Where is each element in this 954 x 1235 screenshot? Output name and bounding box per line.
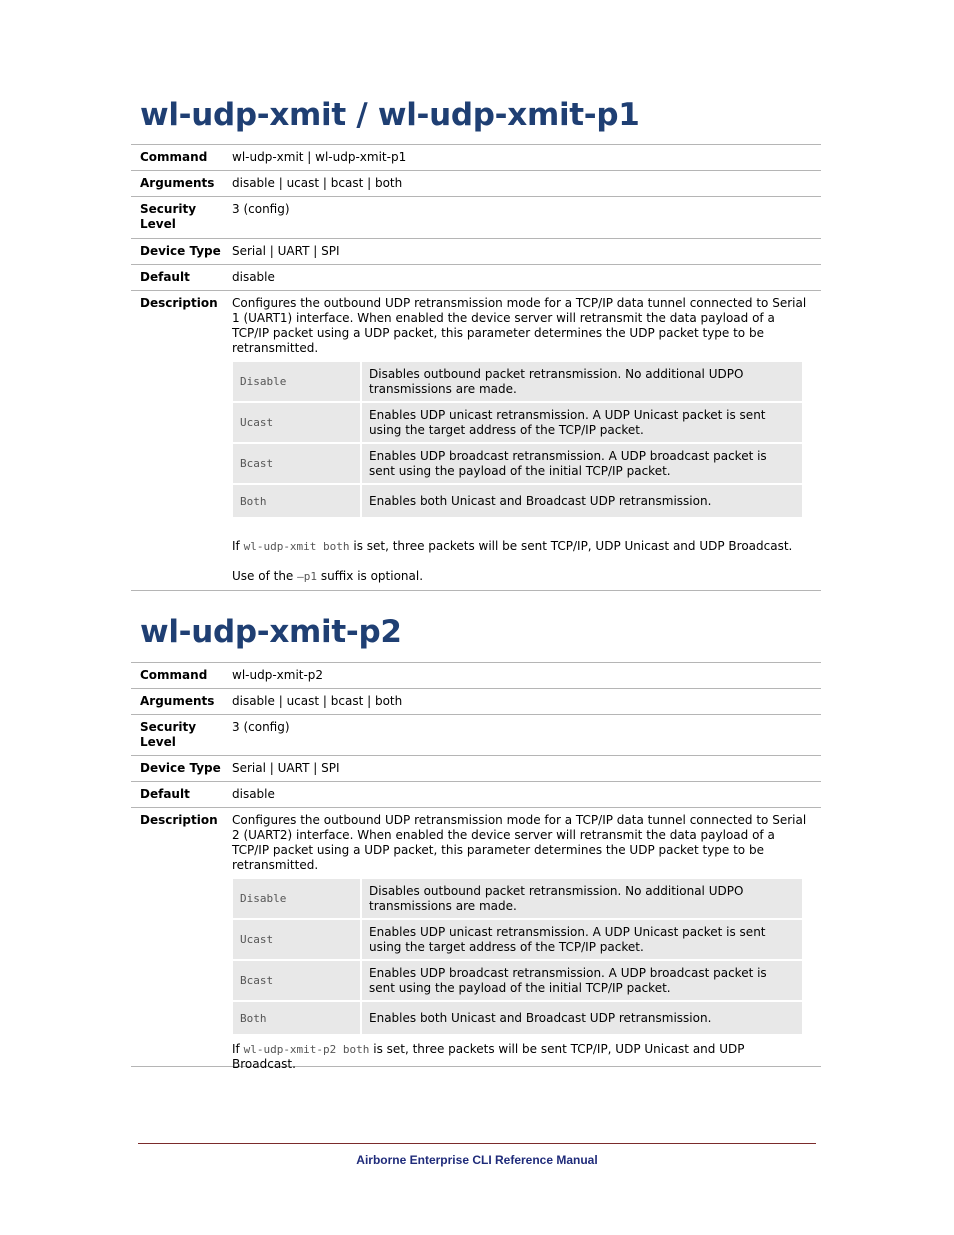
row-value: disable [232, 270, 275, 284]
note-code: wl-udp-xmit-p2 both [243, 1043, 370, 1056]
row-value: wl-udp-xmit-p2 [232, 668, 324, 682]
row-label: Security Level [140, 720, 197, 749]
mode-code: Disable [233, 879, 360, 918]
row-value: wl-udp-xmit | wl-udp-xmit-p1 [232, 150, 407, 164]
row-label: Default [140, 270, 190, 284]
note-suffix: is set, three packets will be sent TCP/IP, UDP Unicast and UDP Broadcast. [232, 1042, 745, 1071]
mode-table [231, 877, 804, 1036]
row-description [131, 291, 821, 591]
mode-row [233, 485, 802, 517]
mode-row [233, 961, 802, 1000]
row-label: Command [140, 668, 208, 682]
mode-code: Disable [233, 362, 360, 401]
row-command [131, 663, 821, 689]
row-value: disable | ucast | bcast | both [232, 694, 403, 708]
row-label: Default [140, 787, 190, 801]
note-suffix: is set, three packets will be sent TCP/IP, UDP Unicast and UDP Broadcast. [349, 539, 793, 553]
row-value: 3 (config) [232, 202, 290, 216]
reference-table [131, 662, 821, 1071]
row-description [131, 808, 821, 1071]
mode-row [233, 920, 802, 959]
section-title: wl-udp-xmit-p2 [140, 614, 402, 650]
row-security-level [131, 197, 821, 239]
description-text: Configures the outbound UDP retransmission mode for a TCP/IP data tunnel connected to Serial 2 (UART2) interface. When enabled the device server will retransmit the data payload of a TCP/IP packet using a UDP packet, this parameter determines the UDP packet type to be retransmitted. [232, 813, 807, 872]
row-value: disable | ucast | bcast | both [232, 176, 403, 190]
row-default [131, 782, 821, 808]
mode-code: Ucast [233, 920, 360, 959]
usage-note [232, 1042, 807, 1072]
row-default [131, 265, 821, 291]
row-label: Arguments [140, 694, 215, 708]
note-prefix: If [232, 539, 244, 553]
mode-description: Enables both Unicast and Broadcast UDP retransmission. [362, 1002, 802, 1034]
row-device-type [131, 756, 821, 782]
row-security-level [131, 715, 821, 756]
mode-code: Ucast [233, 403, 360, 442]
note-code: wl-udp-xmit both [243, 540, 350, 553]
description-text: Configures the outbound UDP retransmission mode for a TCP/IP data tunnel connected to Serial 1 (UART1) interface. When enabled the device server will retransmit the data payload of a TCP/IP packet using a UDP packet, this parameter determines the UDP packet type to be retransmitted. [232, 296, 807, 355]
mode-row [233, 879, 802, 918]
row-value: Serial | UART | SPI [232, 244, 340, 258]
note-code: –p1 [297, 570, 317, 583]
note-prefix: If [232, 1042, 244, 1056]
mode-description: Disables outbound packet retransmission. No additional UDPO transmissions are made. [362, 362, 802, 401]
note-suffix: suffix is optional. [317, 569, 424, 583]
row-label: Security Level [140, 202, 197, 231]
reference-table [131, 144, 821, 591]
suffix-note [232, 569, 807, 584]
mode-description: Enables UDP broadcast retransmission. A UDP broadcast packet is sent using the payload of the initial TCP/IP packet. [362, 961, 802, 1000]
row-arguments [131, 171, 821, 197]
row-device-type [131, 239, 821, 265]
mode-description: Disables outbound packet retransmission. No additional UDPO transmissions are made. [362, 879, 802, 918]
usage-note [232, 539, 807, 554]
row-command [131, 145, 821, 171]
row-label: Arguments [140, 176, 215, 190]
row-label: Device Type [140, 244, 221, 258]
mode-description: Enables UDP broadcast retransmission. A UDP broadcast packet is sent using the payload of the initial TCP/IP packet. [362, 444, 802, 483]
mode-row [233, 362, 802, 401]
row-label: Description [140, 296, 218, 310]
mode-description: Enables UDP unicast retransmission. A UDP Unicast packet is sent using the target address of the TCP/IP packet. [362, 403, 802, 442]
note-prefix: Use of the [232, 569, 298, 583]
mode-row [233, 444, 802, 483]
mode-row [233, 1002, 802, 1034]
mode-row [233, 403, 802, 442]
mode-code: Both [233, 485, 360, 517]
row-value: Serial | UART | SPI [232, 761, 340, 775]
row-value: disable [232, 787, 275, 801]
mode-table [231, 360, 804, 519]
section-title: wl-udp-xmit / wl-udp-xmit-p1 [140, 97, 640, 133]
row-label: Description [140, 813, 218, 827]
footer-title: Airborne Enterprise CLI Reference Manual [356, 1153, 598, 1167]
row-value: 3 (config) [232, 720, 290, 734]
mode-code: Bcast [233, 961, 360, 1000]
mode-code: Both [233, 1002, 360, 1034]
row-label: Device Type [140, 761, 221, 775]
row-arguments [131, 689, 821, 715]
footer-divider [138, 1143, 816, 1144]
mode-description: Enables UDP unicast retransmission. A UDP Unicast packet is sent using the target address of the TCP/IP packet. [362, 920, 802, 959]
row-label: Command [140, 150, 208, 164]
mode-description: Enables both Unicast and Broadcast UDP retransmission. [362, 485, 802, 517]
mode-code: Bcast [233, 444, 360, 483]
